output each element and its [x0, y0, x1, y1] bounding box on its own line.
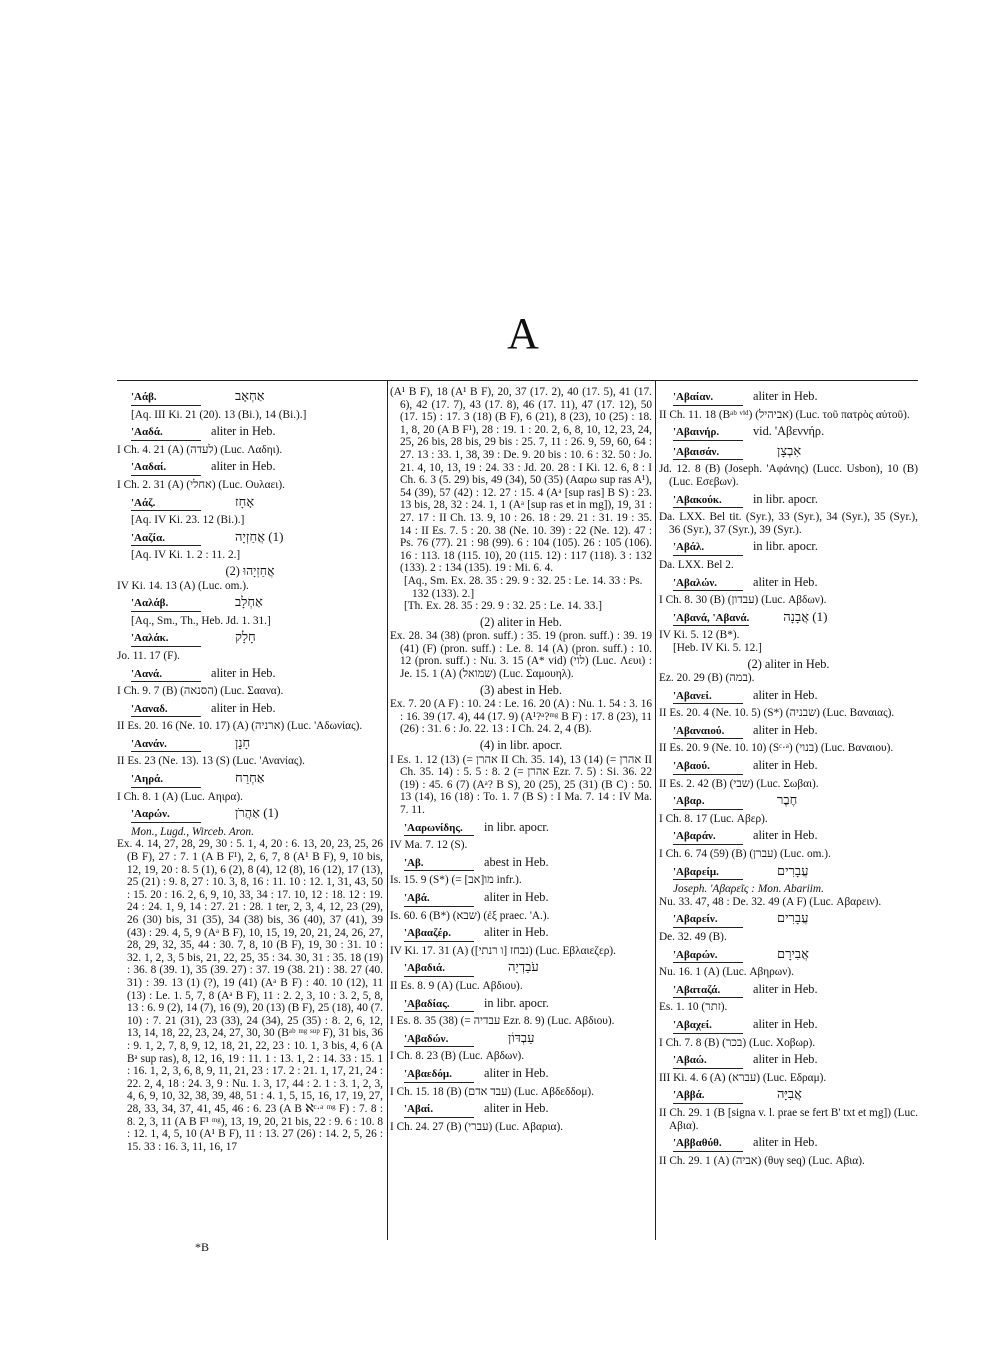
reference-list: IV Ma. 7. 12 (S).	[390, 839, 468, 852]
entry-headword-row	[131, 702, 383, 718]
reference-list: (A¹ B F), 18 (A¹ B F), 20, 37 (17. 2), 40 (17. 5), 41 (17. 6), 42 (17. 7), 43 (17. 8), 46 (17. 11), 47 (17. 12), 50 (17. 15) : 17. 3 (18) (B F), 6 (21), 8 (23), 10 (25) : 18. 1, 8, 20 (A B F¹), 28 : 19. 1 : 20. 2, 6, 8, 10, 12, 23, 24, 25, 26 bis, 28 bis, 29 bis : 25. 7, 11 : 26. 9, 59, 60, 64 : 27. 13 : 33. 1, 38, 39 : De. 9. 20 bis : 10. 6 : 32. 50 : Jo. 21. 4, 10, 13, 19 : 24. 33 : Jd. 20. 28 : I Ki. 12. 6, 8 : I Ch. 6. 3 (5. 29) bis, 49 (34), 50 (35) (Ααρω sup ras A¹), 54 (39), 57 (42) : 12. 27 : 15. 4 (Aᵃ [sup ras] B S) : 23. 13 bis, 28, 32 : 24. 1, 1 (Aᵃ [sup ras et in mg]), 19, 31 : 27. 17 : II Ch. 13. 9, 10 : 26. 18 : 29. 21 : 31. 19 : 35. 14 : II Es. 7. 5 : 20. 38 (Ne. 10. 39) : 22 (Ne. 12). 47 : Ps. 76 (77). 21 : 98 (99). 6 : 104 (105). 26 : 105 (106). 16 : 113. 18 (115. 10), 20 (115. 12) : 117 (118). 3 : 132 (133). 2 : 134 (135). 19 : Mi. 6. 4.	[390, 386, 652, 575]
hebrew-equivalent: אָחָז	[235, 493, 255, 509]
entry-headword-row	[673, 945, 918, 964]
reference-list: I Ch. 7. 8 (B) (בכר) (Luc. Χοβωρ).	[659, 1036, 816, 1049]
headword: 'Aβαινήρ.	[673, 426, 743, 441]
entry-note: aliter in Heb.	[753, 1016, 818, 1031]
headword: 'Aβαχεί.	[673, 1019, 743, 1034]
headword: 'Aαδά.	[131, 426, 201, 441]
entry-headword-row	[404, 1102, 652, 1118]
entry-note: aliter in Heb.	[484, 925, 549, 940]
reference-list: Ex. 28. 34 (38) (pron. suff.) : 35. 19 (pron. suff.) : 39. 19 (41) (F) (pron. suff.) : Le. 8. 14 (A) (pron. suff.) : 10. 12 (pron. suff.) : Nu. 3. 15 (A* vid) (לוי) (Luc. Λευι) : Je. 15. 1 (A) (שמואל) (Luc. Σαμουηλ).	[390, 630, 653, 681]
headword: 'Aβααζέρ.	[404, 927, 474, 942]
entry-headword-row	[404, 856, 652, 872]
reference-list: IV Ki. 14. 13 (A) (Luc. om.).	[117, 579, 249, 592]
hebrew-equivalent: אַחְרַח	[235, 770, 265, 786]
headword: 'Aβαεδόμ.	[404, 1068, 474, 1083]
reference-list: II Ch. 29. 1 (A) (אביה) (θυγ seq) (Luc. Αβια).	[659, 1154, 865, 1167]
reference-list: I Es. 8. 35 (38) (= עבדיה Ezr. 8. 9) (Luc. Αβδιου).	[390, 1015, 615, 1028]
reference-list: I Es. 1. 12 (13) (= אהרן II Ch. 35. 14), 13 (14) (= אהרן II Ch. 35. 14) : 5. 5 : 8. 2 (= אהרן Ezr. 7. 5) : Si. 36. 22 (19) : 45. 6 (7) (Aᵃ? B S), 20 (25), 25 (31) (B C) : 50. 13 (14), 16 (18) : To. 1. 7 (B S) : I Ma. 7. 14 : IV Ma. 7. 11.	[390, 753, 652, 816]
headword: 'Aβαρών.	[673, 949, 743, 964]
hebrew-equivalent: (1) אַהֲרֹן	[235, 805, 279, 821]
entry-note: in libr. apocr.	[484, 995, 549, 1010]
hebrew-equivalent: עֲבָרִים	[777, 862, 809, 878]
reference-list: II Es. 20. 9 (Ne. 10. 10) (Sᶜ·ᵃ) (בנוי) (Luc. Βαναιου).	[659, 742, 894, 755]
entry-headword-row	[673, 794, 918, 810]
entry-headword-row	[673, 862, 918, 881]
reference-list: Nu. 33. 47, 48 : De. 32. 49 (A F) (Luc. Αβαρειν).	[659, 895, 882, 908]
entry-headword-row	[131, 425, 383, 441]
entry-note: in libr. apocr.	[484, 819, 549, 834]
hebrew-equivalent: עֹבַדְיָה	[508, 959, 539, 975]
reference-list: Jd. 12. 8 (B) (Joseph. 'Αφάνης) (Lucc. Usbon), 10 (B) (Luc. Εσεβων).	[659, 463, 918, 488]
entry-note: aliter in Heb.	[753, 574, 818, 589]
entry-note: vid. 'Aβεννήρ.	[753, 424, 825, 439]
entry-note: in libr. apocr.	[753, 539, 818, 554]
entry-headword-row	[673, 442, 918, 461]
bracketed-reference: [Heb. IV Ki. 5. 12.]	[673, 641, 762, 654]
entry-note: aliter in Heb.	[211, 459, 276, 474]
entry-headword-row	[131, 596, 383, 612]
entry-note: aliter in Heb.	[484, 1101, 549, 1116]
hebrew-equivalent: עֲבָרִים	[777, 910, 809, 926]
reference-list: I Ch. 9. 7 (B) (הסנאה) (Luc. Σαανα).	[117, 685, 284, 698]
entry-note: aliter in Heb.	[753, 828, 818, 843]
entry-headword-row	[673, 608, 918, 627]
entry-headword-row	[404, 1067, 652, 1083]
reference-list: Is. 15. 9 (S*) (= מו[אב] infr.).	[390, 874, 522, 887]
entry-headword-row	[131, 528, 383, 547]
entry-note: aliter in Heb.	[211, 424, 276, 439]
headword: 'Aβαώ.	[673, 1054, 743, 1069]
entry-headword-row	[131, 390, 383, 406]
reference-list: Jo. 11. 17 (F).	[117, 649, 180, 662]
reference-list: I Ch. 8. 17 (Luc. Αβερ).	[659, 812, 768, 825]
reference-list: Nu. 16. 1 (A) (Luc. Αβηρων).	[659, 966, 794, 979]
entry-headword-row	[131, 631, 383, 647]
hebrew-equivalent: חָלָק	[235, 629, 256, 645]
entry-note: aliter in Heb.	[753, 722, 818, 737]
headword: 'Aβακούκ.	[673, 494, 743, 509]
entry-headword-row	[131, 734, 383, 753]
reference-list: IV Ki. 5. 12 (B*).	[659, 629, 740, 642]
headword: 'Aβαρ.	[673, 795, 743, 810]
reference-list: I Ch. 24. 27 (B) (עברי) (Luc. Αβαρια).	[390, 1120, 564, 1133]
headword: 'Aβαλών.	[673, 577, 743, 592]
headword: 'Aανά.	[131, 668, 201, 683]
entry-note: aliter in Heb.	[211, 665, 276, 680]
entry-headword-row	[673, 540, 918, 556]
reference-list: II Es. 20. 16 (Ne. 10. 17) (A) (ארניה) (Luc. 'Αδωνίας).	[117, 720, 363, 733]
headword: 'Aβανεί.	[673, 690, 743, 705]
reference-list: I Ch. 4. 21 (A) (לעדה) (Luc. Λαδηι).	[117, 443, 283, 456]
reference-list: II Es. 20. 4 (Ne. 10. 5) (S*) (שבניה) (Luc. Βαναιας).	[659, 707, 895, 720]
entry-headword-row	[673, 1136, 918, 1152]
reference-list: Da. LXX. Bel tit. (Syr.), 33 (Syr.), 34 (Syr.), 35 (Syr.), 36 (Syr.), 37 (Syr.), 39 (Syr.).	[659, 511, 918, 536]
headword: 'Aανάν.	[131, 738, 201, 753]
hebrew-equivalent: אַחְלָב	[235, 594, 263, 610]
headword: 'Aβαταζά.	[673, 984, 743, 999]
reference-list: I Ch. 6. 74 (59) (B) (עברן) (Luc. om.).	[659, 848, 831, 861]
headword: 'Aβαισάν.	[673, 446, 743, 461]
headword: 'Aβανά, 'Aβανά.	[673, 612, 749, 627]
sense-subheading: (4) in libr. apocr.	[479, 738, 563, 753]
reference-list: II Es. 8. 9 (A) (Luc. Αβδιου).	[390, 979, 523, 992]
bracketed-reference: [Th. Ex. 28. 35 : 29. 9 : 32. 25 : Le. 14. 33.]	[404, 600, 602, 613]
entry-headword-row	[673, 829, 918, 845]
entry-headword-row	[673, 912, 918, 928]
entry-headword-row	[404, 997, 652, 1013]
headword: 'Aηρά.	[131, 773, 201, 788]
headword: 'Aβαίαν.	[673, 391, 743, 406]
headword: 'Aβά.	[404, 892, 474, 907]
sense-subheading: (2) אֲחַזְיָהוּ	[225, 563, 275, 578]
headword: 'Aάβ.	[131, 391, 201, 406]
entry-headword-row	[131, 460, 383, 476]
reference-list: I Ch. 8. 30 (B) (עבדון) (Luc. Αβδων).	[659, 594, 827, 607]
reference-list: III Ki. 4. 6 (A) (עברא) (Luc. Εδραμ).	[659, 1071, 827, 1084]
headword: 'Aβ.	[404, 857, 474, 872]
reference-list: De. 32. 49 (B).	[659, 931, 727, 943]
bracketed-reference: [Aq. IV Ki. 1. 2 : 11. 2.]	[131, 549, 241, 562]
reference-list: II Ch. 29. 1 (B [signa v. l. prae se fert B' txt et mg]) (Luc. Αβια).	[659, 1106, 918, 1132]
reference-list: IV Ki. 17. 31 (A) (נבחז [ו רנתי]) (Luc. Εβλαιεζερ).	[390, 944, 616, 957]
variant-note: Mon., Lugd., Wirceb. Aron.	[131, 825, 254, 838]
reference-list: I Ch. 15. 18 (B) (עבד אדם) (Luc. Αβδεδδομ).	[390, 1085, 594, 1098]
headword: 'Aαλάκ.	[131, 632, 201, 647]
reference-list: Is. 60. 6 (B*) (שבא) (ἐξ praec. 'A.).	[390, 909, 550, 922]
reference-list: Es. 1. 10 (זתר).	[659, 1001, 728, 1014]
reference-list: II Es. 23 (Ne. 13). 13 (S) (Luc. 'Ανανίας).	[117, 755, 305, 768]
signature-mark: *B	[195, 1240, 210, 1254]
headword: 'Aαρών.	[131, 808, 201, 823]
reference-list: II Ch. 11. 18 (Bᵃᵇ ᵛⁱᵈ) (אביהיל) (Luc. τοῦ πατρὸς αὐτοῦ).	[659, 408, 910, 421]
headword: 'Aβαρείν.	[673, 913, 743, 928]
reference-list: I Ch. 8. 23 (B) (Luc. Αβδων).	[390, 1050, 525, 1063]
headword: 'Aαλάβ.	[131, 597, 201, 612]
bracketed-reference: [Aq., Sm. Ex. 28. 35 : 29. 9 : 32. 25 : Le. 14. 33 : Ps. 132 (133). 2.]	[404, 574, 643, 600]
entry-note: in libr. apocr.	[753, 491, 818, 506]
entry-headword-row	[673, 1018, 918, 1034]
reference-list: Da. LXX. Bel 2.	[659, 558, 734, 571]
hebrew-equivalent: עַבְדּוֹן	[508, 1029, 535, 1045]
sense-subheading: (2) aliter in Heb.	[480, 614, 562, 629]
entry-headword-row	[131, 807, 383, 823]
headword: 'Aβαρείμ.	[673, 866, 743, 881]
header-rule	[117, 380, 918, 381]
headword: 'Aαζία.	[131, 532, 201, 547]
hebrew-equivalent: חָנָן	[235, 734, 251, 750]
entry-note: aliter in Heb.	[484, 1065, 549, 1080]
entry-headword-row	[673, 983, 918, 999]
entry-note: aliter in Heb.	[753, 1052, 818, 1067]
reference-list: I Ch. 8. 1 (A) (Luc. Αηιρα).	[117, 790, 243, 803]
column-divider	[655, 380, 656, 1240]
entry-note: aliter in Heb.	[753, 758, 818, 773]
reference-list: II Es. 2. 42 (B) (שבי) (Luc. Σωβαι).	[659, 777, 819, 790]
entry-headword-row	[673, 1053, 918, 1069]
headword: 'Aαδαί.	[131, 461, 201, 476]
hebrew-equivalent: (1) אֲחַזְיָה	[235, 528, 284, 544]
entry-headword-row	[673, 576, 918, 592]
reference-list: Ex. 4. 14, 27, 28, 29, 30 : 5. 1, 4, 20 : 6. 13, 20, 23, 25, 26 (B F), 27 : 7. 1 (A B F¹), 2, 6, 7, 8 (A¹ B F), 9, 10 bis, 12, 19, 20 : 8. 5 (1), 6 (2), 8 (4), 12 (8), 16 (12), 17 (13), 25 (21) : 9. 8, 27 : 10. 3, 8, 16 : 11. 10 : 12. 1, 31, 43, 50 : 15. 20 : 16. 2, 6, 9, 10, 33, 34 : 17. 10, 12 : 18. 12 : 19. 24 : 24. 1, 9, 14 : 27. 21 : 28. 1 ter, 2, 3, 4, 12, 23 (29), 26 (30) bis, 31 (35), 34 (38) bis, 36 (40), 37 (41), 39 (43) : 29. 4, 5, 9 (Aᵃ B F), 10, 15, 19, 20, 21, 24, 26, 27, 28, 29, 32, 35, 44 : 30. 7, 8, 10 (B F), 19, 30 : 31. 10 : 32. 1, 2, 3, 5 bis, 21, 22, 25, 35 : 34. 30, 31 : 35. 18 (19) : 36. 8 (39. 1), 35 (39. 27) : 37. 19 (38. 21) : 38. 27 (40. 31) : 39. 13 (1) (?), 19 (41) (Aᵃ B F) : 40. 10 (12), 11 (13) : Le. 1. 5, 7, 8 (Aᵃ B F), 11 : 2. 2, 3, 10 : 3. 2, 5, 8, 13 : 6. 9 (2), 14 (7), 16 (9), 20 (13) (B F), 25 (18), 40 (7. 10) : 7. 21 (31), 23 (33), 24 (34), 25 (35) : 8. 2, 6, 12, 13, 14, 18, 22, 23, 24, 27, 30, 30 (Bᵃᵇ ᵐᵍ ˢᵘᵖ F), 31 bis, 36 : 9. 1, 2, 7, 8, 9, 12, 18, 21, 22, 23 : 10. 1, 3 bis, 4, 6 (A Bᵃ sup ras), 8, 12, 16, 19 : 11. 1 : 13. 1, 2 : 14. 33 : 15. 1 : 16. 1, 2, 3, 6, 8, 9, 11, 21, 23 : 17. 2 : 21. 1, 17, 21, 24 : 22. 2, 4, 18 : 24. 3, 9 : Nu. 1. 3, 17, 44 : 2. 1 : 3. 1, 2, 3, 4, 6, 9, 10, 32, 38, 39, 48, 51 : 4. 1, 5, 15, 16, 17, 19, 27, 28, 33, 34, 37, 41, 45, 46 : 6. 23 (A B ℵᶜ·ᵃ ᵐᵍ F) : 7. 8 : 8. 2, 3, 11 (A B F¹ ᵐᵍ), 13, 19, 20, 21 bis, 22 : 9. 6 : 10. 8 : 12. 1, 4, 5, 10 (A¹ B F), 11 : 13. 27 (26) : 14. 2, 5, 26 : 15. 33 : 16. 3, 11, 16, 17	[117, 838, 383, 1153]
variant-note: Joseph. 'Αβαρεῖς : Mon. Abariim.	[673, 883, 824, 896]
bracketed-reference: [Aq., Sm., Th., Heb. Jd. 1. 31.]	[131, 614, 271, 627]
entry-headword-row	[673, 390, 918, 406]
headword: 'Aβαού.	[673, 760, 743, 775]
reference-list: Ez. 20. 29 (B) (במה).	[659, 672, 755, 685]
column-right	[659, 386, 918, 1167]
headword: 'Aαναδ.	[131, 703, 201, 718]
entry-headword-row	[673, 759, 918, 775]
headword: 'Aβάλ.	[673, 541, 743, 556]
hebrew-equivalent: (1) אֲבָנָה	[783, 608, 828, 624]
entry-note: abest in Heb.	[484, 854, 549, 869]
hebrew-equivalent: אִבְצָן	[777, 442, 802, 458]
column-divider	[387, 380, 388, 1240]
bracketed-reference: [Aq. III Ki. 21 (20). 13 (Bi.), 14 (Bi.).]	[131, 408, 307, 421]
entry-headword-row	[131, 772, 383, 788]
entry-headword-row	[131, 667, 383, 683]
headword: 'Aβαδών.	[404, 1033, 474, 1048]
hebrew-equivalent: אַחְאָב	[235, 388, 265, 403]
headword: 'Aβαί.	[404, 1103, 474, 1118]
entry-headword-row	[673, 493, 918, 509]
headword: 'Aβαδιά.	[404, 962, 474, 977]
entry-headword-row	[404, 1029, 652, 1048]
headword: 'Aββαθύθ.	[673, 1137, 743, 1152]
column-middle	[390, 386, 652, 1133]
entry-headword-row	[673, 1088, 918, 1104]
headword: 'Aαρωνίδης.	[404, 822, 474, 837]
hebrew-equivalent: חֶבֶר	[777, 792, 798, 808]
entry-note: aliter in Heb.	[753, 687, 818, 702]
sense-subheading: (2) aliter in Heb.	[747, 656, 830, 671]
entry-headword-row	[673, 425, 918, 441]
entry-note: aliter in Heb.	[753, 981, 818, 996]
entry-note: aliter in Heb.	[753, 1135, 818, 1150]
sense-subheading: (3) abest in Heb.	[480, 682, 562, 697]
entry-headword-row	[131, 493, 383, 512]
entry-note: aliter in Heb.	[211, 700, 276, 715]
entry-headword-row	[673, 724, 918, 740]
headword: 'Aβαδίας.	[404, 998, 474, 1013]
reference-list: Ex. 7. 20 (A F) : 10. 24 : Le. 16. 20 (A) : Nu. 1. 54 : 3. 16 : 16. 39 (17. 4), 44 (17. 9) (A¹?ᵃ?ᵐᵍ B F) : 17. 8 (23), 11 (26) : 31. 6 : Jo. 22. 13 : I Ch. 24. 2, 4 (B).	[390, 698, 652, 736]
entry-note: aliter in Heb.	[753, 389, 818, 403]
headword: 'Aάζ.	[131, 497, 201, 512]
entry-headword-row	[404, 961, 652, 977]
headword: 'Aβαράν.	[673, 830, 743, 845]
reference-list: I Ch. 2. 31 (A) (אחלי) (Luc. Ουλαει).	[117, 478, 285, 491]
entry-headword-row	[673, 689, 918, 705]
headword: 'Aβαναιού.	[673, 725, 743, 740]
entry-headword-row	[404, 821, 652, 837]
entry-note: aliter in Heb.	[484, 889, 549, 904]
headword: 'Aββά.	[673, 1089, 743, 1104]
hebrew-equivalent: אֲבִירָם	[777, 945, 809, 961]
column-left	[117, 386, 383, 1153]
entry-headword-row	[404, 926, 652, 942]
bracketed-reference: [Aq. IV Ki. 23. 12 (Bi.).]	[131, 514, 245, 527]
hebrew-equivalent: אֲבִיָּה	[777, 1086, 802, 1102]
entry-headword-row	[404, 891, 652, 907]
page-letter-heading: A	[507, 309, 539, 358]
